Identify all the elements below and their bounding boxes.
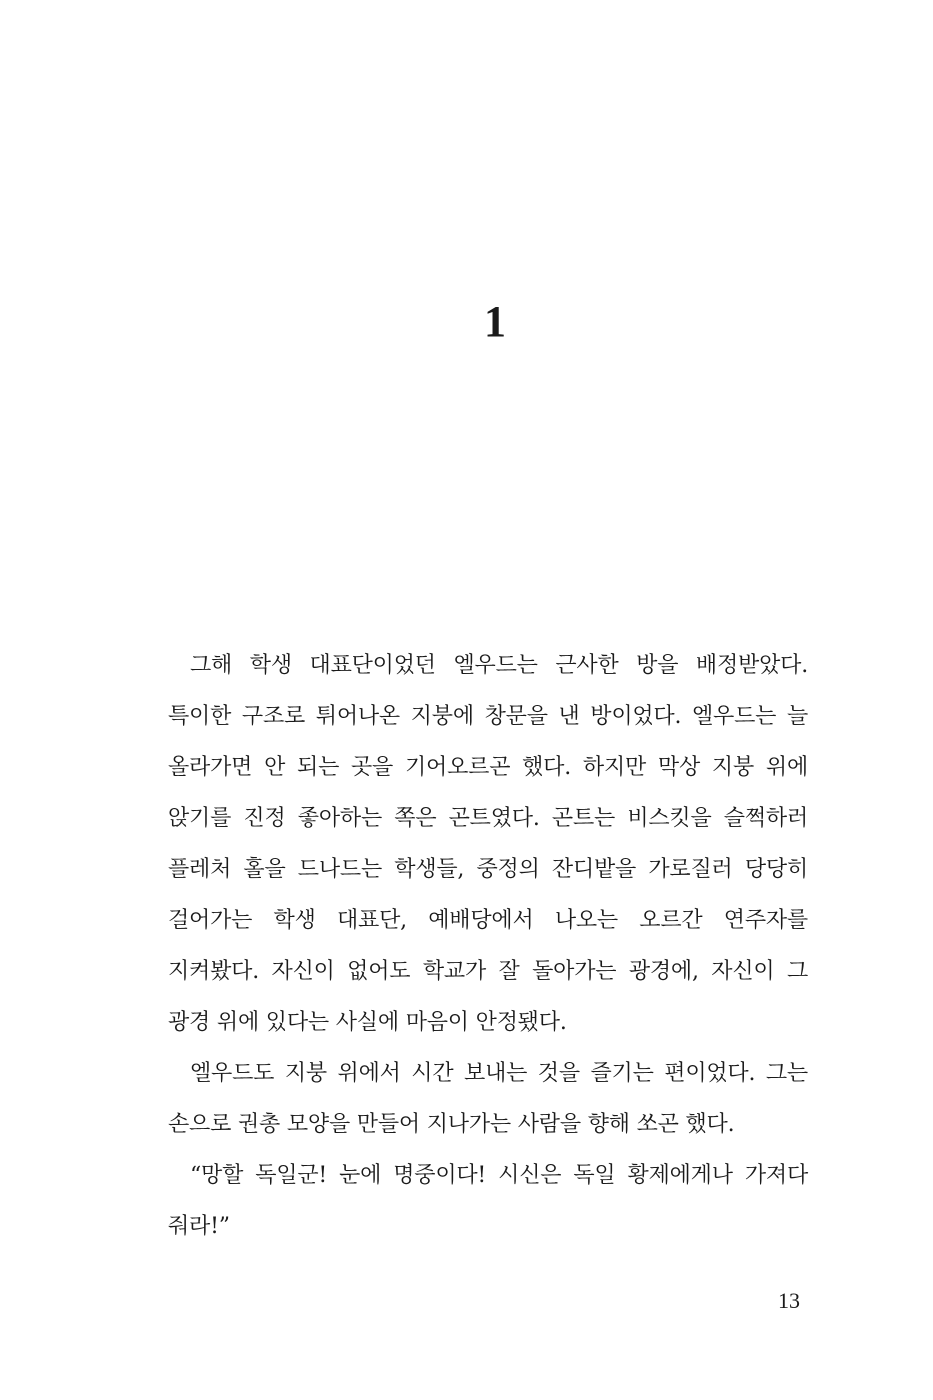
paragraph: “망할 독일군! 눈에 명중이다! 시신은 독일 황제에게나 가져다 줘라!” <box>168 1163 808 1239</box>
paragraph: 그해 학생 대표단이었던 엘우드는 근사한 방을 배정받았다. 특이한 구조로 튀어나온 지붕에 창문을 낸 방이었다. 엘우드는 늘 올라가면 안 되는 곳을 기어오르곤 했다. 하지만 막상 지붕 위에 앉기를 진정 좋아하는 쪽은 곤트였다. 곤트는 비스킷을 슬쩍하러 플레처 홀을 드나드는 학생들, 중정의 잔디밭을 가로질러 당당히 걸어가는 학생 대표단, 예배당에서 나오는 오르간 연주자를 지켜봤다. 자신이 없어도 학교가 잘 돌아가는 광경에, 자신이 그 광경 위에 있다는 사실에 마음이 안정됐다. <box>168 653 808 1035</box>
body-text <box>168 640 808 1252</box>
chapter-number: 1 <box>484 297 506 346</box>
paragraph: 엘우드도 지붕 위에서 시간 보내는 것을 즐기는 편이었다. 그는 손으로 권총 모양을 만들어 지나가는 사람을 향해 쏘곤 했다. <box>168 1061 808 1137</box>
page-number: 13 <box>778 1288 800 1313</box>
